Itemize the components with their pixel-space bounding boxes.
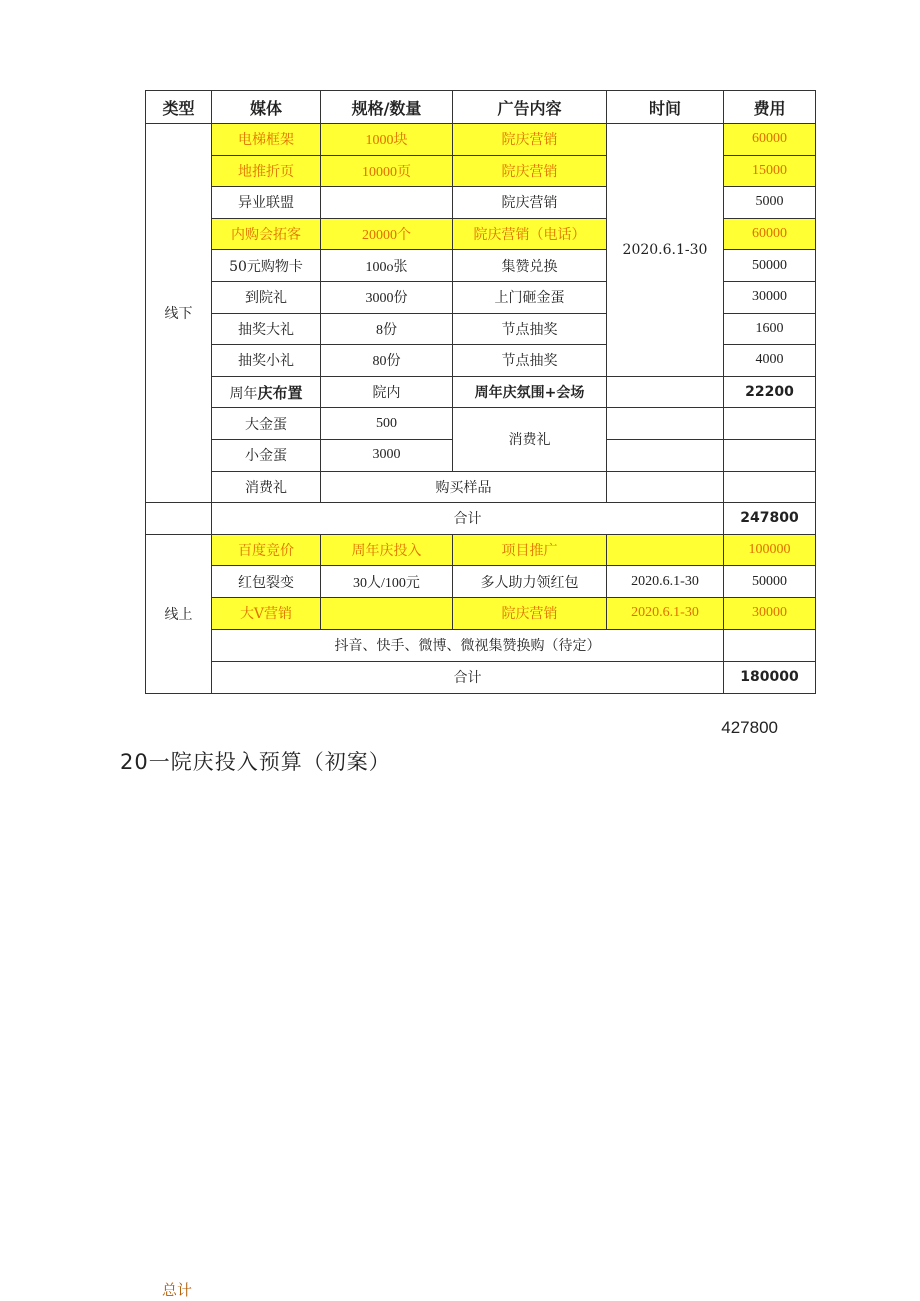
online-subtotal-row: [146, 661, 816, 693]
content-cell: 节点抽奖: [453, 313, 607, 345]
cost-cell: 60000: [724, 218, 816, 250]
header-media: 媒体: [212, 91, 321, 124]
spec-cell: 院内: [321, 376, 453, 408]
media-cell: 消费礼: [212, 471, 321, 503]
cost-cell: 30000: [724, 281, 816, 313]
cost-cell: 4000: [724, 345, 816, 377]
time-cell: 2020.6.1-30: [607, 566, 724, 598]
content-cell: 院庆营销: [453, 155, 607, 187]
type-offline: 线下: [146, 124, 212, 503]
cost-cell: 50000: [724, 566, 816, 598]
content-cell: 周年庆氛围+会场: [453, 376, 607, 408]
type-online: 线上: [146, 534, 212, 693]
footer-total-label: 总计: [162, 1281, 193, 1299]
media-cell: 大V营销: [212, 597, 321, 629]
cost-cell: 60000: [724, 124, 816, 156]
cost-cell: [724, 439, 816, 471]
cost-cell: 30000: [724, 597, 816, 629]
cost-cell: [724, 629, 816, 661]
spec-cell: 周年庆投入: [321, 534, 453, 566]
table-row-note: [146, 629, 816, 661]
media-cell: 小金蛋: [212, 439, 321, 471]
spec-cell: 80份: [321, 345, 453, 377]
table-row: [146, 534, 816, 566]
content-cell: 购买样品: [321, 471, 607, 503]
table-row-anniversary: [146, 376, 816, 408]
spec-cell: 20000个: [321, 218, 453, 250]
media-cell: 大金蛋: [212, 408, 321, 440]
subtotal-value: 180000: [724, 661, 816, 693]
table-row: [146, 471, 816, 503]
gift-content-cell: 消费礼: [453, 408, 607, 471]
header-content: 广告内容: [453, 91, 607, 124]
cost-cell: 50000: [724, 250, 816, 282]
cost-cell: 22200: [724, 376, 816, 408]
content-cell: 院庆营销（电话）: [453, 218, 607, 250]
note-cell: 抖音、快手、微博、微视集赞换购（待定）: [212, 629, 724, 661]
media-cell: 地推折页: [212, 155, 321, 187]
table-row: [146, 124, 816, 156]
media-cell: [212, 376, 321, 408]
media-part: 周年: [229, 385, 258, 402]
offline-date-cell: 2020.6.1-30: [607, 124, 724, 377]
content-cell: 项目推广: [453, 534, 607, 566]
media-cell: 异业联盟: [212, 187, 321, 219]
time-cell: 2020.6.1-30: [607, 597, 724, 629]
spec-cell: 8份: [321, 313, 453, 345]
header-spec: 规格/数量: [321, 91, 453, 124]
spec-cell: 3000: [321, 439, 453, 471]
media-cell: 内购会拓客: [212, 218, 321, 250]
cost-cell: [724, 408, 816, 440]
time-cell: [607, 534, 724, 566]
content-cell: 节点抽奖: [453, 345, 607, 377]
subtotal-value: 247800: [724, 503, 816, 535]
content-cell: 多人助力领红包: [453, 566, 607, 598]
content-cell: 院庆营销: [453, 124, 607, 156]
content-cell: 集赞兑换: [453, 250, 607, 282]
content-cell: 上门砸金蛋: [453, 281, 607, 313]
table-row: [146, 408, 816, 440]
time-cell: [607, 408, 724, 440]
content-cell: 院庆营销: [453, 597, 607, 629]
spec-cell: 100o张: [321, 250, 453, 282]
spec-cell: [321, 187, 453, 219]
spec-cell: 500: [321, 408, 453, 440]
subtotal-label: 合计: [212, 503, 724, 535]
media-part-bold: 庆布置: [257, 383, 303, 402]
spec-cell: 3000份: [321, 281, 453, 313]
subtotal-label: 合计: [212, 661, 724, 693]
time-cell: [607, 439, 724, 471]
cost-cell: 100000: [724, 534, 816, 566]
header-time: 时间: [607, 91, 724, 124]
media-cell: 50元购物卡: [212, 250, 321, 282]
media-cell: 红包裂变: [212, 566, 321, 598]
spec-cell: 1000块: [321, 124, 453, 156]
media-cell: 百度竞价: [212, 534, 321, 566]
grand-total-value: 427800: [721, 718, 778, 737]
cost-cell: 5000: [724, 187, 816, 219]
time-cell: [607, 376, 724, 408]
time-cell: [607, 471, 724, 503]
media-cell: 电梯框架: [212, 124, 321, 156]
empty-type-cell: [146, 503, 212, 535]
header-type: 类型: [146, 91, 212, 124]
document-title: 20一院庆投入预算（初案）: [120, 750, 391, 774]
spec-cell: 30人/100元: [321, 566, 453, 598]
offline-subtotal-row: [146, 503, 816, 535]
header-cost: 费用: [724, 91, 816, 124]
budget-table: [145, 90, 816, 694]
cost-cell: 15000: [724, 155, 816, 187]
media-cell: 到院礼: [212, 281, 321, 313]
table-row: [146, 597, 816, 629]
cost-cell: [724, 471, 816, 503]
media-cell: 抽奖大礼: [212, 313, 321, 345]
header-row: [146, 91, 816, 124]
media-cell: 抽奖小礼: [212, 345, 321, 377]
content-cell: 院庆营销: [453, 187, 607, 219]
spec-cell: [321, 597, 453, 629]
cost-cell: 1600: [724, 313, 816, 345]
spec-cell: 10000页: [321, 155, 453, 187]
table-row: [146, 566, 816, 598]
